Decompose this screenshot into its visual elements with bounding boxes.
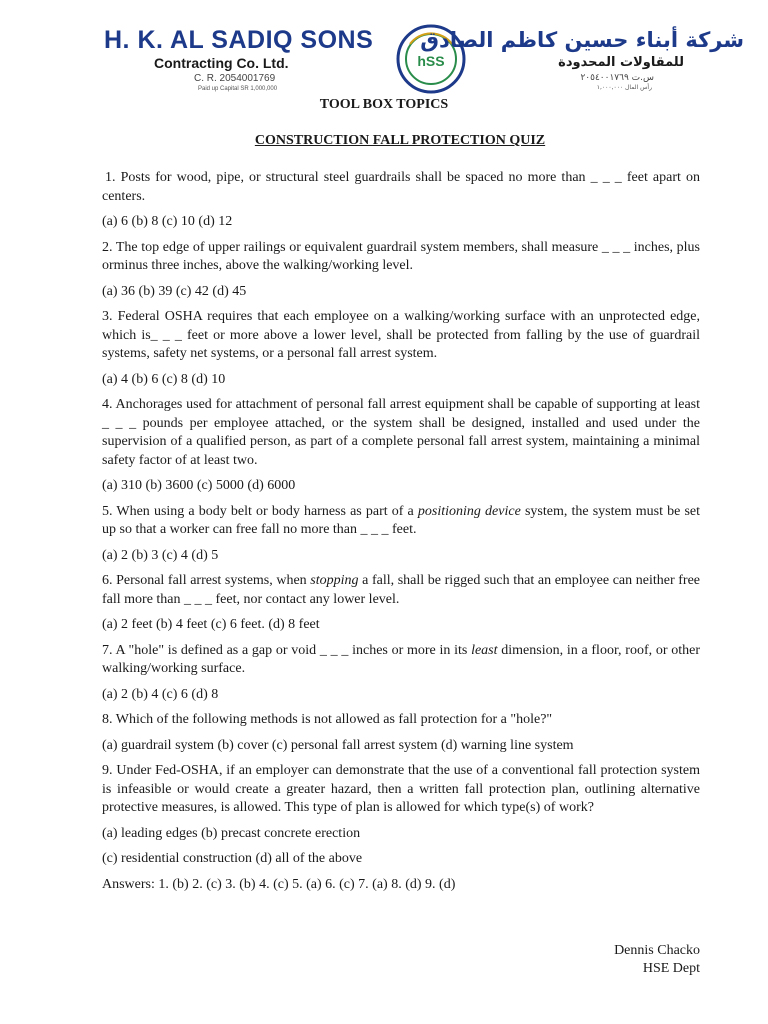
question-5-emphasis: positioning device [417,503,521,519]
question-5-options: (a) 2 (b) 3 (c) 4 (d) 5 [102,547,219,563]
question-7-text-start: 7. A "hole" is defined as a gap or void _ _ _ inches or more in its [102,642,472,658]
question-6-text-end: a fall, shall be rigged such that an employee can neither free fall more than _ _ _ feet, nor contact any lower level. [102,573,700,607]
question-9-options-line-1: (a) leading edges (b) precast concrete erection [102,825,361,841]
company-subtitle-english: Contracting Co. Ltd. [154,55,289,71]
question-6-options: (a) 2 feet (b) 4 feet (c) 6 feet. (d) 8 feet [102,617,320,632]
company-name-english: H. K. AL SADIQ SONS [104,26,374,54]
question-6-text-start: 6. Personal fall arrest systems, when [102,573,311,588]
question-3: 3. Federal OSHA requires that each employee on a walking/working surface with an unprotected edge, which is_ _ _ feet or more above a lower level, shall be protected from falling by the use of guardrail systems, safety net systems, or a personal fall arrest system. [102,309,700,361]
commercial-registration-english: C. R. 2054001769 [194,73,276,84]
company-subtitle-arabic: للمقاولات المحدودة [558,55,684,70]
company-block-english [104,26,376,93]
toolbox-topics-heading: TOOL BOX TOPICS [319,97,449,112]
logo-text: hSS [417,53,445,69]
commercial-registration-arabic: س.ت ٢٠٥٤٠٠١٧٦٩ [580,73,654,83]
question-2-options: (a) 36 (b) 39 (c) 42 (d) 45 [102,283,247,299]
signatory-department: HSE Dept [642,961,700,976]
letterhead [0,0,768,96]
question-9: 9. Under Fed-OSHA, if an employer can demonstrate that the use of a conventional fall protection system is infeasible or would create a greater hazard, then a written fall protection plan, outlining alternative protective measures, is allowed. This type of plan is allowed for which type(s) of work? [102,763,700,815]
answer-key: Answers: 1. (b) 2. (c) 3. (b) 4. (c) 5. (a) 6. (c) 7. (a) 8. (d) 9. (d) [102,876,456,892]
question-7-emphasis: least [471,642,498,658]
question-4-options: (a) 310 (b) 3600 (c) 5000 (d) 6000 [102,478,296,493]
question-7-options: (a) 2 (b) 4 (c) 6 (d) 8 [102,686,219,702]
question-1: 1. Posts for wood, pipe, or structural steel guardrails shall be spaced no more than _ _ _ feet apart on centers. [102,170,700,204]
question-6-emphasis: stopping [310,573,359,588]
question-4: 4. Anchorages used for attachment of personal fall arrest equipment shall be capable of supporting at least _ _ _ pounds per employee attached, or the system shall be designed, installed and used under the supervision of a qualified person, as part of a complete personal fall arrest system, maintaining a minimal safety factor of at least two. [102,397,700,468]
paid-up-capital-arabic: رأس المال ١,٠٠٠,٠٠٠ [596,84,652,91]
question-2: 2. The top edge of upper railings or equivalent guardrail system members, shall measure _ _ _ inches, plus orminus three inches, above the walking/working level. [102,239,700,273]
question-7-text-end: dimension, in a floor, roof, or other walking/working surface. [102,642,701,676]
signature-block [614,942,700,978]
quiz-content [102,169,700,894]
question-7 [102,642,700,679]
quiz-title: CONSTRUCTION FALL PROTECTION QUIZ [254,133,546,148]
question-3-options: (a) 4 (b) 6 (c) 8 (d) 10 [102,371,226,387]
question-9-options-line-2: (c) residential construction (d) all of the above [102,851,363,866]
question-5 [102,503,700,540]
question-8-options: (a) guardrail system (b) cover (c) personal fall arrest system (d) warning line system [102,737,574,753]
question-5-text-end: system, the system must be set up so that a worker can free fall no more than _ _ _ feet. [102,503,700,537]
question-8: 8. Which of the following methods is not allowed as fall protection for a "hole?" [102,712,553,727]
paid-up-capital-english: Paid up Capital SR 1,000,000 [198,86,278,92]
question-1-options: (a) 6 (b) 8 (c) 10 (d) 12 [102,214,233,229]
signatory-name: Dennis Chacko [614,943,700,958]
question-6 [102,572,700,609]
question-5-text-start: 5. When using a body belt or body harness as part of a [102,503,418,519]
company-name-arabic: شركة أبناء حسين كاظم الصادق [420,28,744,52]
